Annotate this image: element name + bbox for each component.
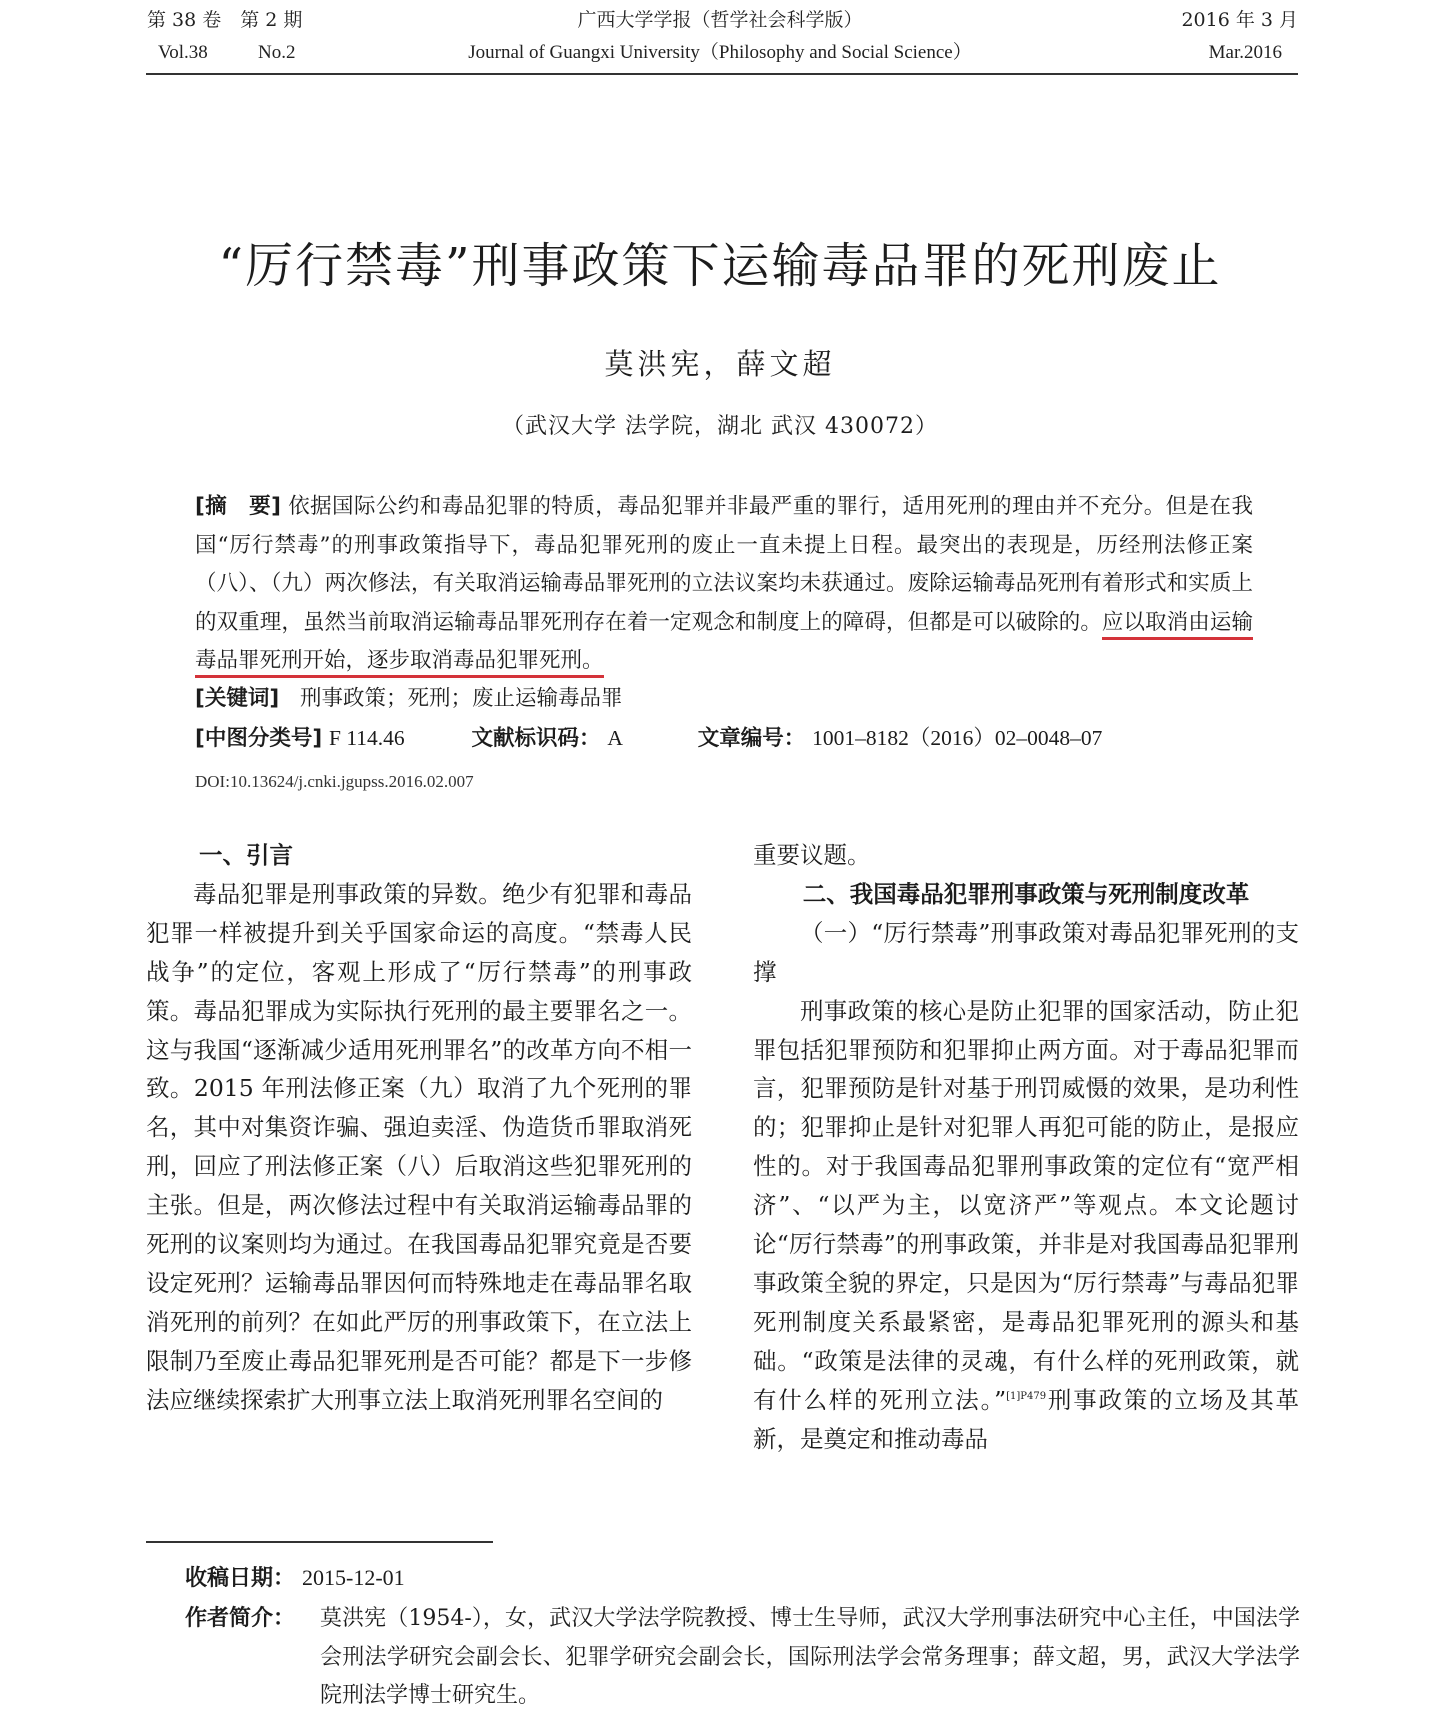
section2-paragraph-end: 刑事政策的立场及其革新，是奠定和推动毒品 [753, 1385, 1299, 1453]
header-issue-en: No.2 [258, 42, 296, 63]
keywords-label: [关键词] [195, 686, 280, 711]
received-value: 2015-12-01 [302, 1565, 405, 1590]
subsection1-heading: （一）“厉行禁毒”刑事政策对毒品犯罪死刑的支撑 [753, 918, 1299, 986]
bio-text: 莫洪宪（1954-），女，武汉大学法学院教授、博士生导师，武汉大学刑事法研究中心主任，中国法学会刑法学研究会副会长、犯罪学研究会副会长，国际刑法学会常务理事；薛文超，男，武汉大学法学院刑法学博士研究生。 [320, 1606, 1300, 1708]
footnote-author-bio [185, 1600, 1300, 1716]
article-title: “厉行禁毒”刑事政策下运输毒品罪的死刑废止 [218, 238, 1222, 294]
body-column-right [753, 836, 1299, 1459]
section2-paragraph-text: 刑事政策的核心是防止犯罪的国家活动，防止犯罪包括犯罪预防和犯罪抑止两方面。对于毒品犯罪而言，犯罪预防是针对基于刑罚威慑的效果，是功利性的；犯罪抑止是针对犯罪人再犯可能的防止，是报应性的。对于我国毒品犯罪刑事政策的定位有“宽严相济”、“以严为主，以宽济严”等观点。本文论题讨论“厉行禁毒”的刑事政策，并非是对我国毒品犯罪刑事政策全貌的界定，只是因为“厉行禁毒”与毒品犯罪死刑制度关系最紧密，是毒品犯罪死刑的源头和基础。“政策是法律的灵魂，有什么样的死刑政策，就有什么样的死刑立法。” [753, 996, 1299, 1414]
abstract [195, 488, 1253, 681]
abstract-text: 依据国际公约和毒品犯罪的特质，毒品犯罪并非最严重的罪行，适用死刑的理由并不充分。但是在我国“厉行禁毒”的刑事政策指导下，毒品犯罪死刑的废止一直未提上日程。最突出的表现是，历经刑法修正案（八）、（九）两次修法，有关取消运输毒品罪死刑的立法议案均未获通过。废除运输毒品死刑有着形式和实质上的双重理，虽然当前取消运输毒品罪死刑存在着一定观念和制度上的障碍，但都是可以破除的。 [195, 494, 1253, 635]
section2-heading: 二、我国毒品犯罪刑事政策与死刑制度改革 [802, 879, 1250, 908]
classification [195, 722, 1102, 755]
header-journal-cn: 广西大学学报（哲学社会科学版） [577, 9, 863, 31]
section1-paragraph: 毒品犯罪是刑事政策的异数。绝少有犯罪和毒品犯罪一样被提升到关乎国家命运的高度。“禁毒人民战争”的定位，客观上形成了“厉行禁毒”的刑事政策。毒品犯罪成为实际执行死刑的最主要罪名之一。这与我国“逐渐减少适用死刑罪名”的改革方向不相一致。2015 年刑法修正案（九）取消了九个死刑的罪名，其中对集资诈骗、强迫卖淫、伪造货币罪取消死刑，回应了刑法修正案（八）后取消这些犯罪死刑的主张。但是，两次修法过程中有关取消运输毒品罪的死刑的议案则均为通过。在我国毒品犯罪究竟是否要设定死刑？运输毒品罪因何而特殊地走在毒品罪名取消死刑的前列？在如此严厉的刑事政策下，在立法上限制乃至废止毒品犯罪死刑是否可能？都是下一步修法应继续探索扩大刑事立法上取消死刑罪名空间的 [146, 879, 692, 1414]
keywords [195, 683, 623, 715]
abstract-highlighted-text: 应以取消由运输毒品罪死刑开始，逐步取消毒品犯罪死刑。 [195, 610, 1253, 679]
footnote-received [185, 1559, 405, 1599]
column-continuation: 重要议题。 [753, 841, 871, 869]
doc-code-label: 文献标识码： [471, 726, 601, 751]
header-rule [146, 73, 1298, 75]
body-column-left [146, 836, 692, 1420]
citation-marker: [1]P479 [1006, 1390, 1047, 1402]
header-volume-en: Vol.38 [158, 42, 208, 63]
abstract-label: [摘 要] [195, 494, 281, 519]
section1-heading: 一、引言 [199, 841, 293, 869]
bio-label: 作者简介： [185, 1606, 296, 1631]
received-label: 收稿日期： [185, 1566, 296, 1591]
clc-value: F 114.46 [329, 726, 405, 750]
header-date-cn: 2016 年 3 月 [1181, 9, 1298, 31]
article-authors: 莫洪宪，薛文超 [604, 347, 836, 381]
header-volume-cn: 第 38 卷 第 2 期 [147, 9, 303, 31]
clc-label: [中图分类号] [195, 726, 323, 751]
doi: DOI:10.13624/j.cnki.jgupss.2016.02.007 [195, 772, 474, 791]
article-affiliation: （武汉大学 法学院，湖北 武汉 430072） [502, 414, 938, 439]
keywords-text: 刑事政策；死刑；废止运输毒品罪 [300, 686, 623, 711]
doc-code-value: A [607, 726, 623, 750]
section2-paragraph [753, 992, 1299, 1459]
article-no-label: 文章编号： [697, 726, 806, 751]
header-journal-en: Journal of Guangxi University（Philosophy and Social Science） [468, 42, 972, 63]
footnote-rule [146, 1541, 493, 1543]
header-date-en: Mar.2016 [1208, 42, 1282, 63]
article-no-value: 1001–8182（2016）02–0048–07 [812, 726, 1103, 750]
